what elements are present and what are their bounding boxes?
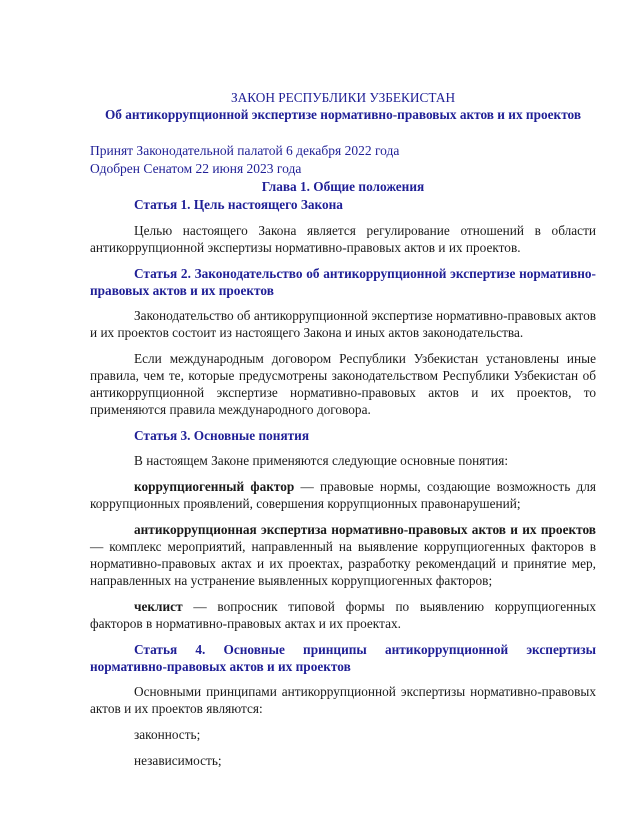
article-2-title: Статья 2. Законодательство об антикоррупционной экспертизе нормативно-правовых актов и их проектов	[90, 266, 596, 298]
definition-term: антикоррупционная экспертиза нормативно-правовых актов и их проектов	[134, 522, 596, 537]
article-3-intro: В настоящем Законе применяются следующие основные понятия:	[134, 453, 509, 468]
article-1-title: Статья 1. Цель настоящего Закона	[134, 197, 343, 212]
law-subject: Об антикоррупционной экспертизе нормативно-правовых актов и их проектов	[104, 107, 582, 122]
principle-item: законность;	[134, 727, 201, 742]
adopted-date: Принят Законодательной палатой 6 декабря 2022 года	[90, 143, 400, 158]
article-4-intro: Основными принципами антикоррупционной экспертизы нормативно-правовых актов и их проектов являются:	[90, 684, 596, 716]
definition-term: чеклист	[134, 599, 183, 614]
definition-3	[90, 598, 596, 632]
law-title: ЗАКОН РЕСПУБЛИКИ УЗБЕКИСТАН	[230, 90, 456, 105]
article-2-paragraph-2: Если международным договором Республики Узбекистан установлены иные правила, чем те, которые предусмотрены законодательством Республики Узбекистан об антикоррупционной экспертизе нормативно-правовых актов и их проектов, то применяются правила международного договора.	[90, 351, 596, 417]
law-header	[90, 89, 596, 123]
chapter-title: Глава 1. Общие положения	[261, 179, 425, 194]
principle-item: независимость;	[134, 753, 222, 768]
definition-text: — комплекс мероприятий, направленный на выявление коррупциогенных факторов в нормативно-правовых актах и их проектах, разработку рекомендаций и принятие мер, направленных на устранение выявленных коррупциогенных факторов;	[90, 539, 596, 588]
article-1-paragraph: Целью настоящего Закона является регулирование отношений в области антикоррупционной экспертизы нормативно-правовых актов и их проектов.	[90, 223, 596, 255]
definition-2	[90, 521, 596, 589]
article-4-title: Статья 4. Основные принципы антикоррупционной экспертизы нормативно-правовых актов и их проектов	[90, 642, 596, 674]
adoption-info	[90, 142, 596, 178]
definition-1	[90, 478, 596, 512]
article-2-paragraph-1: Законодательство об антикоррупционной экспертизе нормативно-правовых актов и их проектов состоит из настоящего Закона и иных актов законодательства.	[90, 308, 596, 340]
document-body	[90, 196, 596, 778]
definition-term: коррупциогенный фактор	[134, 479, 295, 494]
definition-text: — вопросник типовой формы по выявлению коррупциогенных факторов в нормативно-правовых актах и их проектах.	[90, 599, 596, 631]
article-3-title: Статья 3. Основные понятия	[134, 428, 310, 443]
approved-date: Одобрен Сенатом 22 июня 2023 года	[90, 161, 302, 176]
definition-text: — правовые нормы, создающие возможность для коррупционных проявлений, совершения коррупционных правонарушений;	[90, 479, 596, 511]
